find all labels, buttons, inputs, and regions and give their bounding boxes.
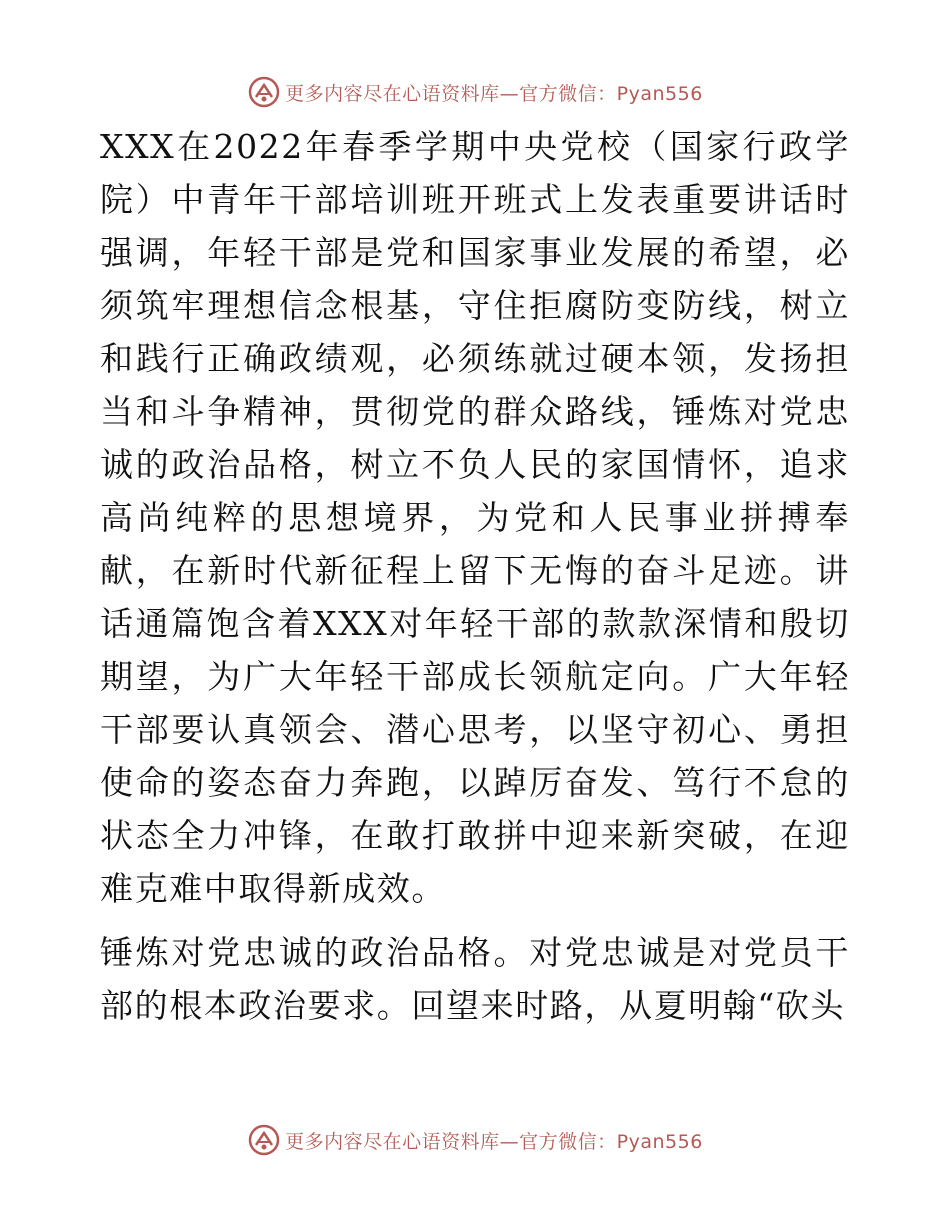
paragraph-intro: XXX在2022年春季学期中央党校（国家行政学院）中青年干部培训班开班式上发表重要讲话时强调，年轻干部是党和国家事业发展的希望，必须筑牢理想信念根基，守住拒腐防变防线，树立和践行正确政绩观，必须练就过硬本领，发扬担当和斗争精神，贯彻党的群众路线，锤炼对党忠诚的政治品格，树立不负人民的家国情怀，追求高尚纯粹的思想境界，为党和人民事业拼搏奉献，在新时代新征程上留下无悔的奋斗足迹。讲话通篇饱含着XXX对年轻干部的款款深情和殷切期望，为广大年轻干部成长领航定向。广大年轻干部要认真领会、潜心思考，以坚守初心、勇担使命的姿态奋力奔跑，以踔厉奋发、笃行不怠的状态全力冲锋，在敢打敢拼中迎来新突破，在迎难克难中取得新成效。: [100, 127, 850, 908]
logo-icon: [247, 75, 281, 109]
paragraph-loyalty: 锤炼对党忠诚的政治品格。对党忠诚是对党员干部的根本政治要求。回望来时路，从夏明翰“砍头: [100, 933, 850, 1025]
header-banner-text: 更多内容尽在心语资料库—官方微信：Pyan556: [285, 82, 703, 105]
footer-banner-text: 更多内容尽在心语资料库—官方微信：Pyan556: [285, 1130, 703, 1153]
logo-icon: [247, 1123, 281, 1157]
header-banner: [0, 72, 950, 112]
footer-banner: [0, 1120, 950, 1160]
document-body: [100, 120, 850, 1032]
